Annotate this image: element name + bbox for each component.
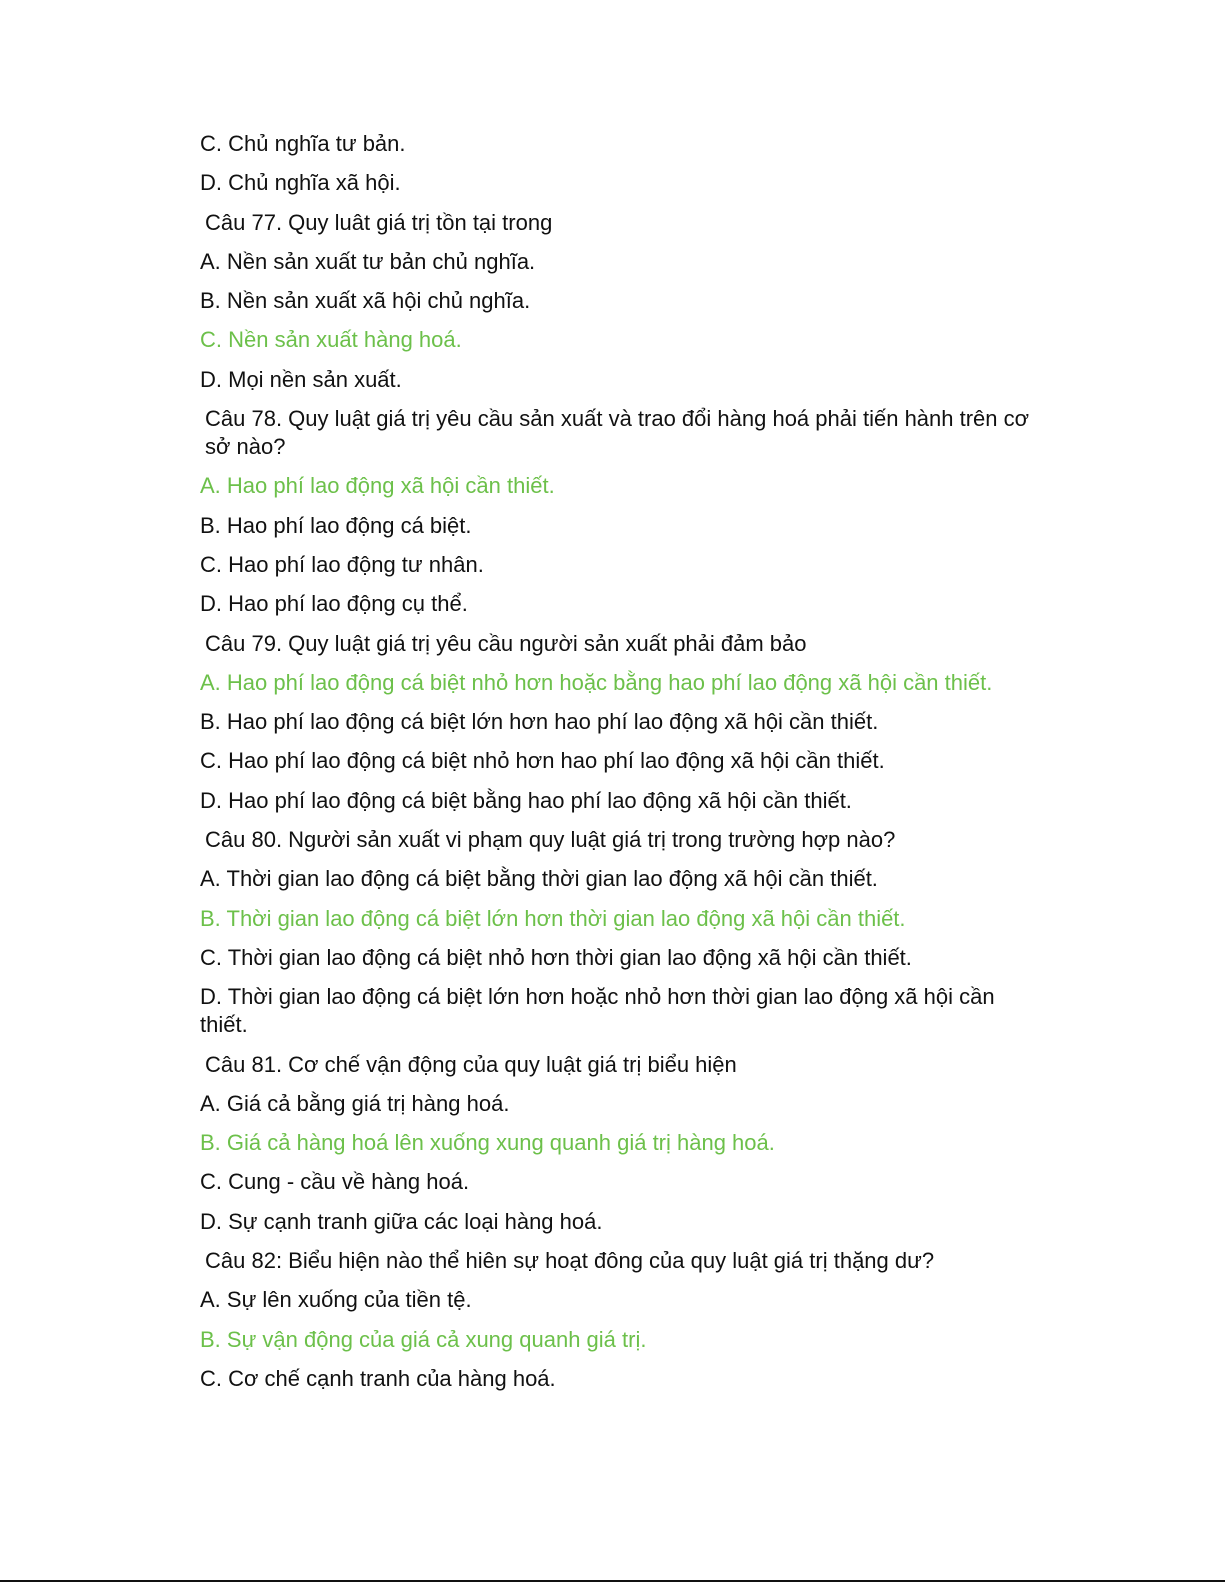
question-text: Câu 77. Quy luât giá trị tồn tại trong <box>205 209 553 235</box>
answer-option: D. Thời gian lao động cá biệt lớn hơn hoặc nhỏ hơn thời gian lao động xã hội cần thiết. <box>200 984 995 1038</box>
answer-option: A. Sự lên xuống của tiền tệ. <box>200 1287 472 1313</box>
answer-option-correct: C. Nền sản xuất hàng hoá. <box>200 327 462 353</box>
question-text: Câu 79. Quy luật giá trị yêu cầu người sản xuất phải đảm bảo <box>205 630 807 656</box>
answer-option: C. Thời gian lao động cá biệt nhỏ hơn thời gian lao động xã hội cần thiết. <box>200 944 912 970</box>
answer-option: C. Chủ nghĩa tư bản. <box>200 131 406 156</box>
question-text: Câu 82: Biểu hiện nào thể hiên sự hoạt đông của quy luật giá trị thặng dư? <box>205 1248 935 1274</box>
answer-option-correct: A. Hao phí lao động xã hội cần thiết. <box>200 473 555 499</box>
answer-option: A. Thời gian lao động cá biệt bằng thời gian lao động xã hội cần thiết. <box>200 866 878 892</box>
answer-option: A. Giá cả bằng giá trị hàng hoá. <box>200 1090 510 1116</box>
answer-option-correct: B. Thời gian lao động cá biệt lớn hơn thời gian lao động xã hội cần thiết. <box>200 905 906 931</box>
question-text: Câu 78. Quy luật giá trị yêu cầu sản xuất và trao đổi hàng hoá phải tiến hành trên cơ sở nào? <box>205 406 1030 460</box>
answer-option: D. Hao phí lao động cá biệt bằng hao phí lao động xã hội cần thiết. <box>200 787 852 813</box>
answer-option: C. Cung - cầu về hàng hoá. <box>200 1169 470 1195</box>
answer-option: D. Chủ nghĩa xã hội. <box>200 170 401 196</box>
answer-option-correct: B. Giá cả hàng hoá lên xuống xung quanh giá trị hàng hoá. <box>200 1130 775 1156</box>
answer-option: D. Sự cạnh tranh giữa các loại hàng hoá. <box>200 1208 603 1234</box>
answer-option-correct: B. Sự vận động của giá cả xung quanh giá trị. <box>200 1326 647 1352</box>
answer-option: C. Hao phí lao động tư nhân. <box>200 551 484 577</box>
answer-option: A. Nền sản xuất tư bản chủ nghĩa. <box>200 248 536 274</box>
question-text: Câu 80. Người sản xuất vi phạm quy luật giá trị trong trường hợp nào? <box>205 827 896 853</box>
quiz-content <box>200 130 1040 1404</box>
answer-option-correct: A. Hao phí lao động cá biệt nhỏ hơn hoặc bằng hao phí lao động xã hội cần thiết. <box>200 669 993 695</box>
answer-option: D. Hao phí lao động cụ thể. <box>200 591 468 617</box>
answer-option: B. Nền sản xuất xã hội chủ nghĩa. <box>200 288 531 314</box>
question-text: Câu 81. Cơ chế vận động của quy luật giá trị biểu hiện <box>205 1051 737 1077</box>
page-bottom-rule <box>0 1580 1225 1582</box>
answer-option: B. Hao phí lao động cá biệt. <box>200 512 472 538</box>
answer-option: D. Mọi nền sản xuất. <box>200 366 402 392</box>
answer-option: C. Cơ chế cạnh tranh của hàng hoá. <box>200 1365 556 1391</box>
answer-option: B. Hao phí lao động cá biệt lớn hơn hao phí lao động xã hội cần thiết. <box>200 709 879 735</box>
answer-option: C. Hao phí lao động cá biệt nhỏ hơn hao phí lao động xã hội cần thiết. <box>200 748 885 774</box>
